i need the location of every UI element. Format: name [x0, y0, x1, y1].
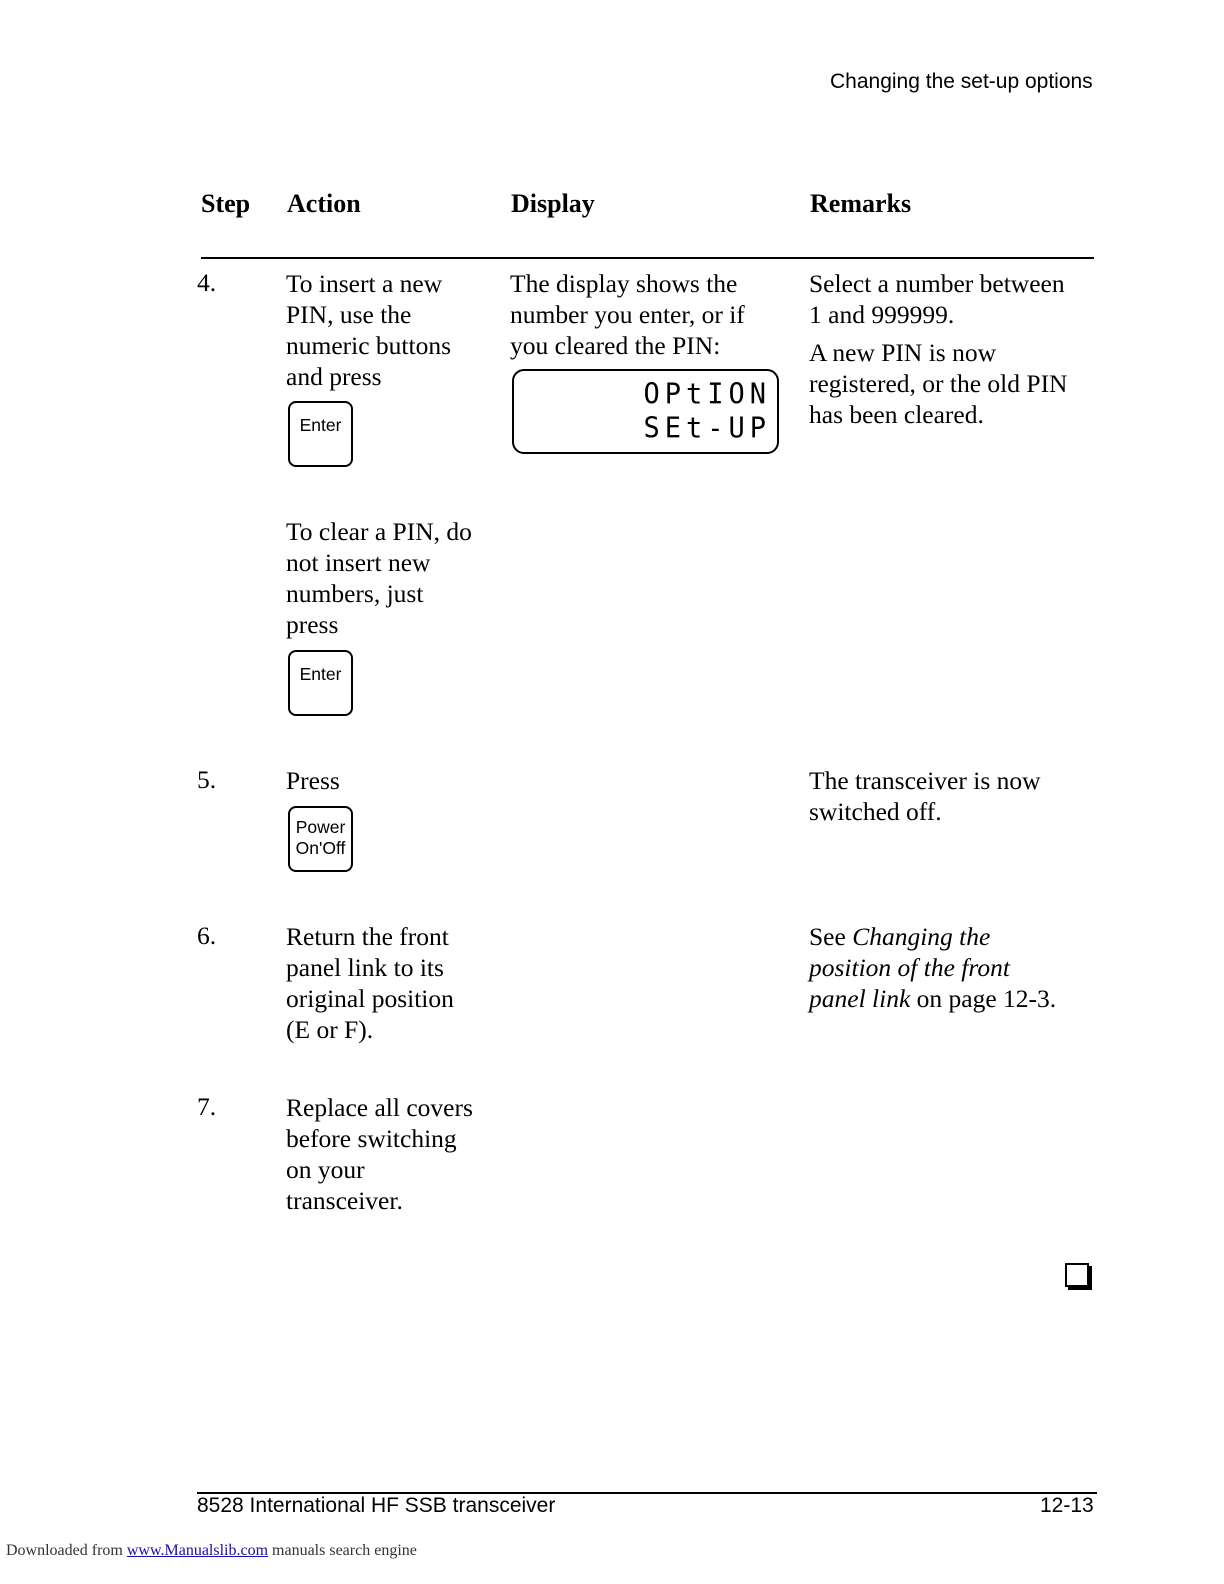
- step-6-action: [286, 921, 454, 1045]
- key-label: Enter: [299, 664, 342, 684]
- enter-key-icon: [288, 650, 353, 716]
- text-line: (E or F).: [286, 1015, 374, 1044]
- text-line: number you enter, or if: [510, 300, 745, 329]
- text-line: To insert a new: [286, 269, 443, 298]
- download-note: [6, 1542, 417, 1560]
- text-line: Return the front: [286, 922, 449, 951]
- text-line: numeric buttons: [286, 331, 452, 360]
- text-line: [809, 952, 1056, 983]
- text-line: has been cleared.: [809, 400, 984, 429]
- cross-reference-title: Changing the: [852, 922, 991, 951]
- column-heading-remarks: Remarks: [810, 189, 912, 218]
- page-reference: on page 12-3.: [916, 984, 1057, 1013]
- text-line: Select a number between: [809, 269, 1065, 298]
- enter-key-icon: [288, 401, 353, 467]
- running-header: Changing the set-up options: [830, 70, 1093, 93]
- end-of-section-box-icon: [1065, 1263, 1089, 1287]
- text-line: numbers, just: [286, 579, 424, 608]
- key-label: Enter: [299, 415, 342, 435]
- step-4-remarks: [809, 268, 1067, 430]
- lcd-line-1: OPtION: [643, 378, 771, 411]
- footer-page-number: 12-13: [1040, 1494, 1094, 1517]
- column-heading-action: Action: [287, 189, 361, 218]
- text-line: Replace all covers: [286, 1093, 473, 1122]
- text-line: on your: [286, 1155, 365, 1184]
- text-line: [809, 921, 1056, 952]
- step-4-action: [286, 268, 451, 392]
- text-line: The display shows the: [510, 269, 738, 298]
- lcd-line-2: SEt-UP: [643, 412, 771, 445]
- step-number-7: 7.: [197, 1092, 217, 1121]
- text-line: press: [286, 610, 339, 639]
- text-line: original position: [286, 984, 454, 1013]
- text-line: [809, 983, 1056, 1014]
- text-line: you cleared the PIN:: [510, 331, 721, 360]
- step-4-clear-pin-action: [286, 516, 472, 640]
- manualslib-link[interactable]: www.Manualslib.com: [126, 1542, 269, 1559]
- footer-title: 8528 International HF SSB transceiver: [197, 1494, 556, 1517]
- cross-reference-title: panel link: [809, 984, 911, 1013]
- download-note-suffix: manuals search engine: [272, 1542, 417, 1559]
- text-line: panel link to its: [286, 953, 444, 982]
- text-line: and press: [286, 362, 382, 391]
- column-heading-display: Display: [511, 189, 595, 218]
- step-5-action: Press: [286, 766, 340, 795]
- key-label-line-2: On'Off: [295, 838, 346, 858]
- text-line: registered, or the old PIN: [809, 369, 1068, 398]
- text-line: not insert new: [286, 548, 431, 577]
- text-see: See: [809, 922, 846, 951]
- text-line: The transceiver is now: [809, 766, 1041, 795]
- text-line: transceiver.: [286, 1186, 403, 1215]
- step-number-4: 4.: [197, 268, 217, 297]
- step-6-remarks: [809, 921, 1056, 1014]
- text-line: before switching: [286, 1124, 457, 1153]
- cross-reference-title: position of the front: [809, 953, 1010, 982]
- header-rule: [201, 257, 1094, 259]
- key-label: [290, 808, 351, 859]
- step-number-6: 6.: [197, 921, 217, 950]
- text-line: switched off.: [809, 797, 942, 826]
- step-number-5: 5.: [197, 765, 217, 794]
- step-5-remarks: [809, 765, 1041, 827]
- column-heading-step: Step: [201, 189, 251, 218]
- text-line: A new PIN is now: [809, 338, 997, 367]
- text-line: PIN, use the: [286, 300, 412, 329]
- key-label-line-1: Power: [295, 817, 346, 837]
- step-4-display-text: [510, 268, 745, 361]
- download-note-prefix: Downloaded from: [6, 1542, 123, 1559]
- text-line: 1 and 999999.: [809, 300, 955, 329]
- step-7-action: [286, 1092, 473, 1216]
- text-line: To clear a PIN, do: [286, 517, 472, 546]
- power-on-off-key-icon: [288, 806, 353, 872]
- lcd-display: [512, 369, 779, 454]
